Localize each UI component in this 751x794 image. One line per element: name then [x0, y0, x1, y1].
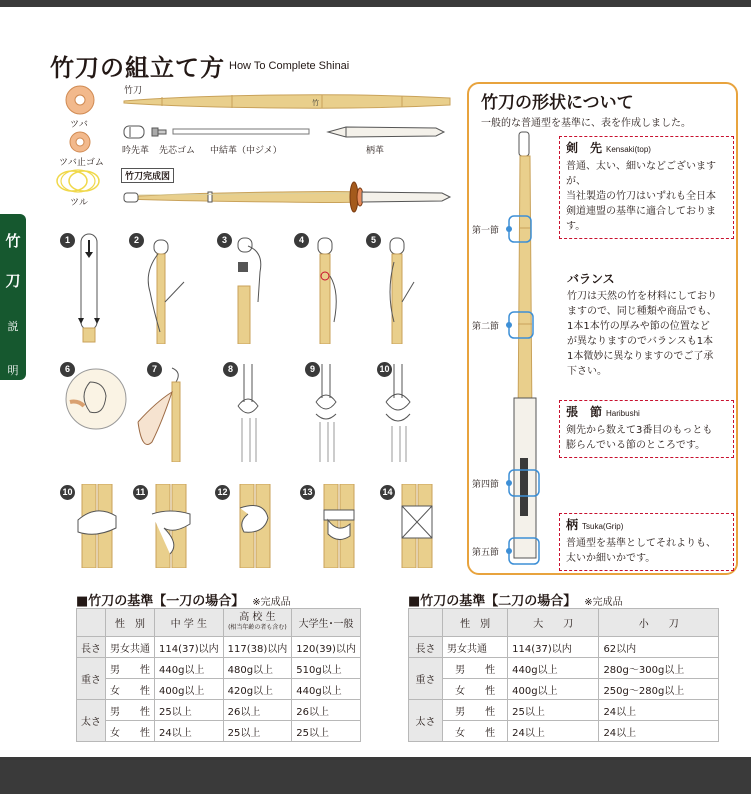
side-tab — [0, 214, 26, 380]
table-header-sub: (相当年齢の者も含む) — [228, 623, 287, 631]
table-ittou-note: ※完成品 — [252, 597, 291, 608]
table-cell: 男 性 — [443, 700, 508, 721]
table-header-corner — [77, 609, 106, 637]
completed-label: 竹刀完成図 — [121, 168, 174, 183]
row-label: 重さ — [77, 658, 106, 700]
haribushi-line: 膨らんでいる節のところです。 — [566, 440, 706, 451]
step-number: 10 — [377, 362, 392, 377]
balance-line: ますので、同じ種類や商品でも、 — [567, 306, 717, 317]
table-cell: 24以上 — [155, 721, 224, 742]
table-cell: 男 性 — [106, 658, 155, 679]
tsuba-label: ツバ — [70, 120, 88, 130]
step-10-illustration — [378, 362, 418, 462]
table-header-text: 高 校 生 — [239, 611, 276, 623]
tsuka-en: Tsuka(Grip) — [582, 522, 624, 531]
table-nitou — [408, 608, 719, 742]
page-title: 竹刀の組立て方 — [50, 54, 225, 82]
nakayui-label: 中結革（中ジメ） — [210, 146, 282, 156]
table-cell: 25以上 — [223, 721, 292, 742]
table-cell: 25以上 — [508, 700, 599, 721]
kensaki-note — [559, 136, 734, 239]
table-cell: 24以上 — [508, 721, 599, 742]
table-cell: 男 性 — [443, 658, 508, 679]
table-cell: 男女共通 — [443, 637, 508, 658]
bottom-bar — [0, 757, 751, 794]
step-1-illustration — [74, 232, 104, 344]
balance-line: 下さい。 — [567, 366, 607, 377]
tsubadome-illustration — [68, 130, 92, 154]
step-number: 4 — [294, 233, 309, 248]
table-header: 性 別 — [106, 609, 155, 637]
side-tab-char: 竹 — [5, 232, 21, 250]
table-cell: 26以上 — [223, 700, 292, 721]
table-cell: 女 性 — [106, 721, 155, 742]
step-number: 6 — [60, 362, 75, 377]
balance-line: 1本1本竹の厚みや節の位置など — [567, 321, 710, 332]
step-number: 14 — [380, 485, 395, 500]
step-3-illustration — [228, 232, 268, 344]
node-2-label: 第二節 — [472, 322, 500, 332]
shinai-vertical-illustration — [505, 128, 545, 568]
balance-title: バランス — [567, 272, 615, 286]
row-label: 太さ — [409, 700, 443, 742]
knot-step-12-illustration — [234, 484, 276, 568]
tsuru-illustration — [54, 168, 106, 194]
table-cell: 250g～280g以上 — [599, 679, 719, 700]
table-row — [409, 658, 719, 679]
shinai-bamboo-illustration — [122, 92, 452, 112]
step-2-illustration — [140, 232, 190, 344]
tsuka-line: 太いか細いかです。 — [566, 553, 656, 564]
node-5-label: 第五節 — [472, 548, 500, 558]
table-row — [77, 721, 361, 742]
completed-shinai-illustration — [122, 180, 452, 214]
table-header-corner — [409, 609, 443, 637]
sakigawa-label: 吟先革 — [122, 146, 150, 156]
kensaki-line: 普通、太い、細いなどございますが、 — [566, 161, 716, 187]
table-cell: 62以内 — [599, 637, 719, 658]
tsuka-line: 普通型を基準としてそれよりも、 — [566, 538, 716, 549]
table-row — [77, 700, 361, 721]
tsuka-title: 柄 — [566, 518, 579, 532]
table-cell: 440g以上 — [292, 679, 361, 700]
tsukagawa-illustration — [326, 124, 446, 140]
step-6-illustration — [60, 366, 130, 432]
step-number: 10 — [60, 485, 75, 500]
node-4-label: 第四節 — [472, 480, 500, 490]
step-9-illustration — [306, 362, 346, 462]
table-cell: 480g以上 — [223, 658, 292, 679]
table-cell: 400g以上 — [508, 679, 599, 700]
table-ittou — [76, 608, 361, 742]
table-ittou-title-text: ■竹刀の基準【一刀の場合】 — [76, 594, 245, 609]
table-cell: 25以上 — [155, 700, 224, 721]
step-4-illustration — [306, 232, 346, 344]
table-cell: 26以上 — [292, 700, 361, 721]
side-tab-char: 明 — [7, 364, 19, 377]
row-label: 太さ — [77, 700, 106, 742]
step-number: 8 — [223, 362, 238, 377]
table-nitou-note: ※完成品 — [584, 597, 623, 608]
table-header: 小 刀 — [599, 609, 719, 637]
nakayui-illustration — [172, 128, 312, 136]
table-row — [77, 658, 361, 679]
step-number: 9 — [305, 362, 320, 377]
table-row — [409, 700, 719, 721]
sakigawa-illustration — [122, 124, 148, 140]
row-label: 重さ — [409, 658, 443, 700]
node-1-label: 第一節 — [472, 226, 500, 236]
step-7-illustration — [132, 362, 196, 462]
table-row — [77, 637, 361, 658]
table-cell: 440g以上 — [508, 658, 599, 679]
table-header: 大学生･一般 — [292, 609, 361, 637]
step-5-illustration — [378, 232, 418, 344]
top-bar — [0, 0, 751, 7]
kensaki-en: Kensaki(top) — [606, 145, 651, 154]
table-row — [409, 679, 719, 700]
step-number: 13 — [300, 485, 315, 500]
tsukagawa-label: 柄革 — [366, 146, 385, 156]
row-label: 長さ — [77, 637, 106, 658]
table-cell: 440g以上 — [155, 658, 224, 679]
table-ittou-title — [76, 590, 291, 609]
svg-text:竹: 竹 — [312, 99, 319, 107]
kensaki-line: 剣道連盟の基準に適合しております。 — [566, 206, 716, 232]
balance-note — [567, 272, 732, 379]
table-cell: 510g以上 — [292, 658, 361, 679]
step-number: 7 — [147, 362, 162, 377]
table-cell: 420g以上 — [223, 679, 292, 700]
tsuka-note — [559, 513, 734, 571]
table-cell: 25以上 — [292, 721, 361, 742]
table-cell: 114(37)以内 — [508, 637, 599, 658]
step-number: 3 — [217, 233, 232, 248]
table-cell: 女 性 — [443, 721, 508, 742]
sakigomu-label: 先芯ゴム — [159, 146, 196, 156]
table-cell: 男女共通 — [106, 637, 155, 658]
side-tab-char: 刀 — [5, 272, 21, 290]
sakigomu-illustration — [150, 126, 168, 138]
balance-line: が異なりますのでバランスも1本 — [567, 336, 714, 347]
table-header: 性 別 — [443, 609, 508, 637]
haribushi-line: 剣先から数えて3番目のもっとも — [566, 425, 713, 436]
table-cell: 120(39)以内 — [292, 637, 361, 658]
step-number: 1 — [60, 233, 75, 248]
table-cell: 女 性 — [106, 679, 155, 700]
tsuba-illustration — [64, 84, 96, 116]
balance-line: 1本微妙に異なりますのでご了承 — [567, 351, 714, 362]
table-cell: 280g～300g以上 — [599, 658, 719, 679]
table-header: 中 学 生 — [155, 609, 224, 637]
table-cell: 24以上 — [599, 721, 719, 742]
table-cell: 400g以上 — [155, 679, 224, 700]
shinai-label: 竹刀 — [124, 86, 143, 96]
haribushi-note — [559, 400, 734, 458]
table-row — [77, 679, 361, 700]
shape-intro: 一般的な普通型を基準に、表を作成しました。 — [481, 118, 691, 129]
step-8-illustration — [230, 362, 270, 462]
side-tab-char: 説 — [7, 320, 19, 333]
table-header: 大 刀 — [508, 609, 599, 637]
table-cell: 114(37)以内 — [155, 637, 224, 658]
table-cell: 117(38)以内 — [223, 637, 292, 658]
tsuru-label: ツル — [70, 198, 89, 208]
page-subtitle: How To Complete Shinai — [229, 60, 350, 72]
step-number: 12 — [215, 485, 230, 500]
table-cell: 女 性 — [443, 679, 508, 700]
table-nitou-title — [408, 590, 623, 609]
tsubadome-label: ツバ止ゴム — [59, 158, 104, 168]
knot-step-14-illustration — [396, 484, 438, 568]
step-number: 11 — [133, 485, 148, 500]
table-cell: 男 性 — [106, 700, 155, 721]
balance-line: 竹刀は天然の竹を材料にしており — [567, 291, 717, 302]
knot-step-10-illustration — [76, 484, 118, 568]
table-cell: 24以上 — [599, 700, 719, 721]
haribushi-title: 張 節 — [566, 405, 603, 419]
table-header — [223, 609, 292, 637]
knot-step-13-illustration — [318, 484, 360, 568]
shape-title: 竹刀の形状について — [481, 93, 634, 113]
table-nitou-title-text: ■竹刀の基準【二刀の場合】 — [408, 594, 577, 609]
kensaki-line: 当社製造の竹刀はいずれも全日本 — [566, 191, 716, 202]
step-number: 5 — [366, 233, 381, 248]
table-row — [409, 637, 719, 658]
knot-step-11-illustration — [150, 484, 192, 568]
haribushi-en: Haribushi — [606, 409, 640, 418]
step-number: 2 — [129, 233, 144, 248]
kensaki-title: 剣 先 — [566, 141, 603, 155]
row-label: 長さ — [409, 637, 443, 658]
table-row — [409, 721, 719, 742]
